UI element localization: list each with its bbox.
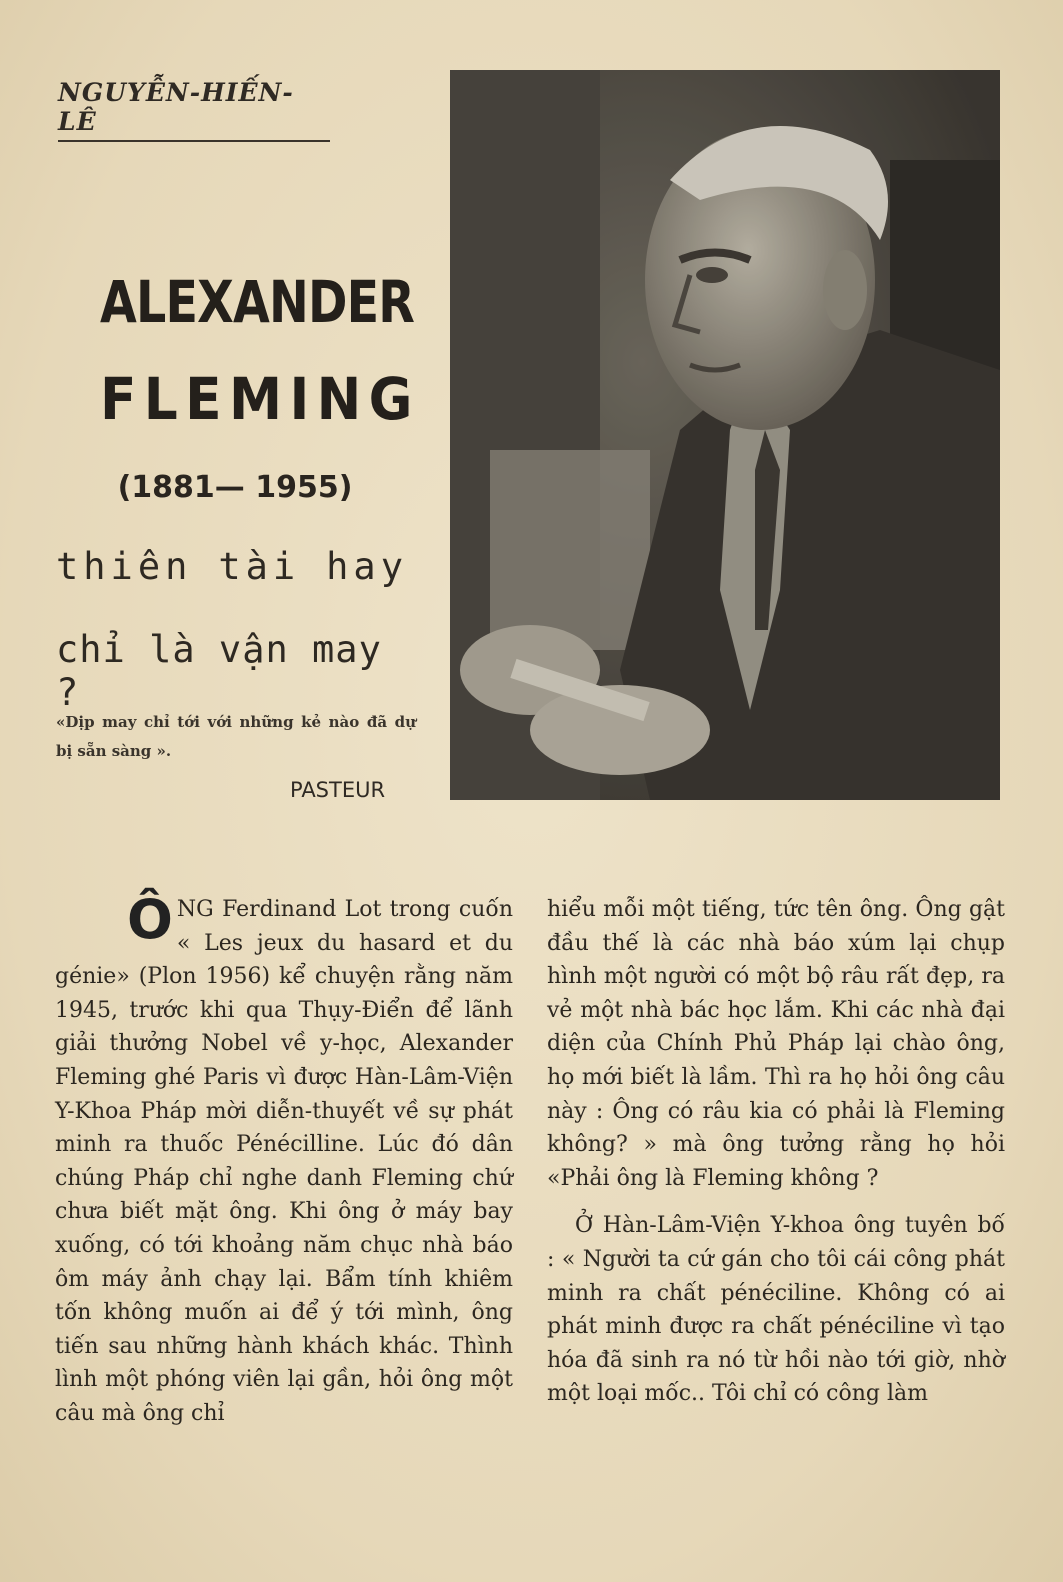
body-text: NG Ferdinand Lot trong cuốn « Les jeux du hasard et du génie» (Plon 1956) kể chuyện rằng năm 1945, trước khi qua Thụy-Điển để lãnh giải thưởng Nobel về y-học, Alexander Fleming ghé Paris vì được Hàn-Lâm-Viện Y-Khoa Pháp mời diễn-thuyết về sự phát minh ra thuốc Pénécilline. Lúc đó dân chúng Pháp chỉ nghe danh Fleming chứ chưa biết mặt ông. Khi ông ở máy bay xuống, có tới khoảng năm chục nhà báo ôm máy ảnh chạy lại. Bẩm tính khiêm tốn không muốn ai để ý tới mình, ông tiến sau những hành khách khác. Thình lình một phóng viên lại gần, hỏi ông một câu mà ông chỉ xyxy=(55,897,513,1426)
subtitle-word: tài xyxy=(218,545,301,588)
title-line-1: ALEXANDER xyxy=(100,268,415,336)
title-years: (1881— 1955) xyxy=(117,470,353,505)
author-name: NGUYỄN-HIẾN-LÊ xyxy=(58,78,330,142)
body-column-2 xyxy=(547,893,1005,1411)
title-line-2: FLEMING xyxy=(100,365,420,433)
body-paragraph-2: hiểu mỗi một tiếng, tức tên ông. Ông gật đầu thế là các nhà báo xúm lại chụp hình một người có một bộ râu rất đẹp, ra vẻ một nhà bác học lắm. Khi các nhà đại diện của Chính Phủ Pháp lại chào ông, họ mới biết là lầm. Thì ra họ hỏi ông câu này : Ông có râu kia có phải là Fleming không? » mà ông tưởng rằng họ hỏi «Phải ông là Fleming không ? xyxy=(547,897,1005,1191)
epigraph-quote: «Dịp may chỉ tới với những kẻ nào đã dự bị sẵn sàng ». xyxy=(56,713,416,760)
subtitle-word: thiên xyxy=(56,545,193,588)
drop-cap: Ô xyxy=(127,888,173,951)
body-paragraph-3: Ở Hàn-Lâm-Viện Y-khoa ông tuyên bố : « Người ta cứ gán cho tôi cái công phát minh ra chất pénéciline. Không có ai phát minh được ra chất pénéciline vì tạo hóa đã sinh ra nó từ hồi nào tới giờ, nhờ một loại mốc.. Tôi chỉ có công làm xyxy=(547,1213,1005,1407)
epigraph-author: PASTEUR xyxy=(290,778,386,802)
subtitle-line-2: chỉ là vận may ? xyxy=(56,628,382,714)
body-paragraph-1 xyxy=(55,888,513,1431)
body-column-1 xyxy=(55,888,513,1431)
subtitle-line-1 xyxy=(56,545,408,588)
portrait-photo-icon xyxy=(450,70,1000,800)
subtitle-word: hay xyxy=(326,545,408,588)
